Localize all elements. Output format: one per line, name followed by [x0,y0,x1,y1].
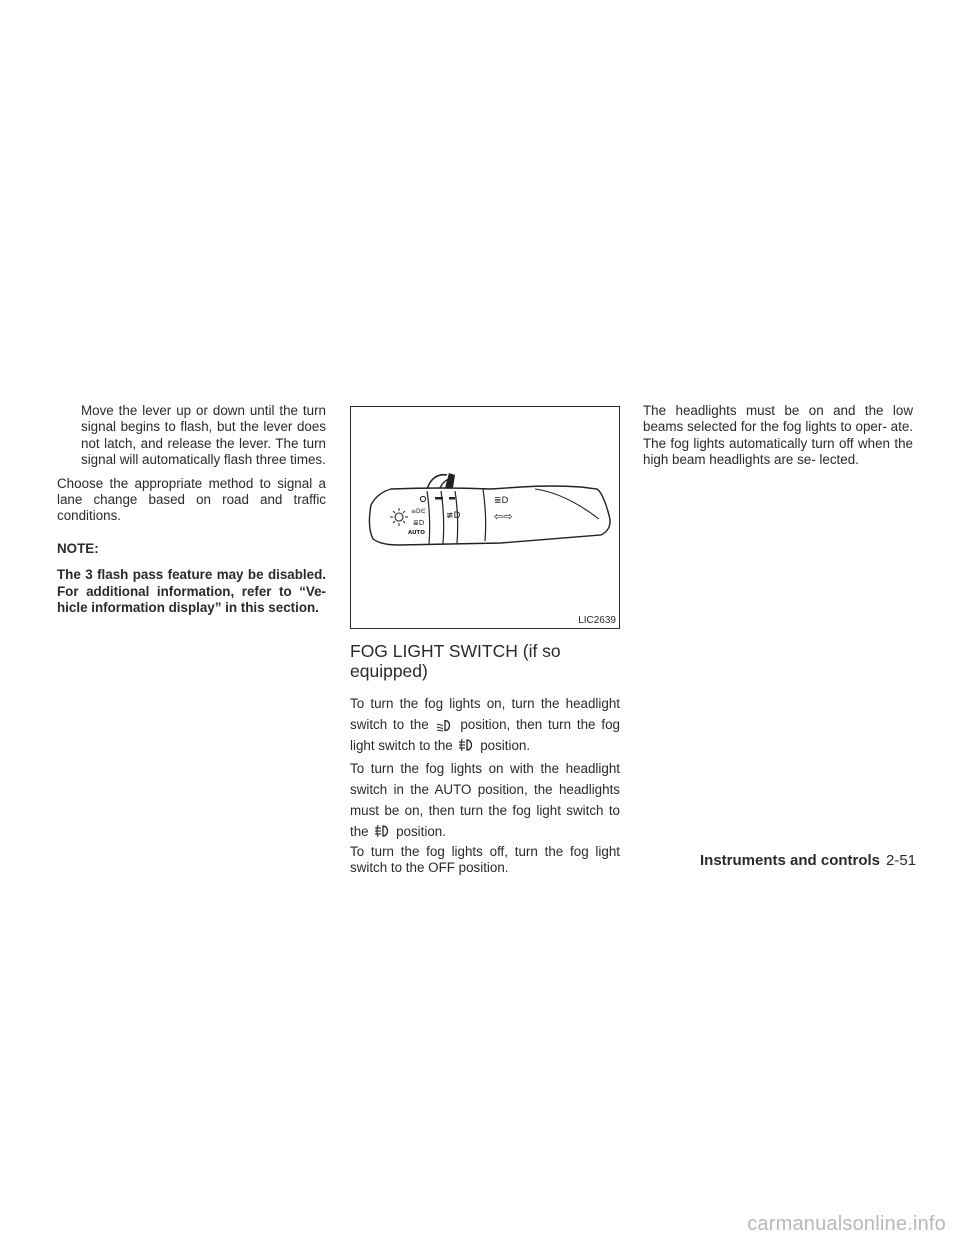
fog-on-text-b: position, then turn the fog light switch to the [350,717,620,753]
figure-label: LIC2639 [578,615,616,626]
left-column [57,403,326,616]
fog-auto-text-a: To turn the fog lights on with the headlight switch in the AUTO position, the headlights must be on, then turn the fog light switch to the [350,761,620,839]
right-column [643,403,913,469]
method-paragraph: Choose the appropriate method to signal a lane change based on road and traffic conditions. [57,475,326,524]
note-label: NOTE: [57,540,99,556]
lever-figure [350,406,620,629]
page-number: 2-51 [886,852,917,869]
fog-auto-text-b: position. [396,824,446,839]
auto-label: AUTO [408,530,425,536]
fog-on-paragraph [350,693,620,756]
fog-off-paragraph: To turn the fog lights off, turn the fog light switch to the OFF position. [350,844,620,876]
svg-text:≢D: ≢D [446,511,461,521]
indented-paragraph: Move the lever up or down until the turn signal begins to flash, but the lever does not latch, and release the lever. The turn signal will automatically flash three times. [81,403,326,468]
page-footer [700,852,917,870]
low-beam-paragraph: The headlights must be on and the low beams selected for the fog lights to oper- ate. The fog lights automatically turn off when the high beam headlights are se- lected. [643,403,913,468]
svg-text:⇦⇨: ⇦⇨ [494,510,513,523]
middle-column [350,641,620,879]
footer-section-title: Instruments and controls [700,852,881,869]
headlight-icon [436,719,454,732]
fog-light-icon [457,738,475,753]
section-heading: FOG LIGHT SWITCH (if so equipped) [350,641,561,681]
svg-text:≣D: ≣D [494,496,509,506]
fog-auto-paragraph [350,758,620,842]
svg-text:≡D∈: ≡D∈ [411,508,426,515]
watermark: carmanualsonline.info [747,1213,946,1235]
svg-text:≣D: ≣D [413,519,425,527]
fog-light-icon [373,824,391,839]
note-text: The 3 flash pass feature may be disabled. For additional information, refer to “Ve- hicle information display” in this section. [57,567,326,616]
fog-on-text-a: To turn the fog lights on, turn the headlight switch to the [350,696,620,732]
combination-switch-illustration [351,407,621,630]
fog-on-text-c: position. [480,738,531,753]
